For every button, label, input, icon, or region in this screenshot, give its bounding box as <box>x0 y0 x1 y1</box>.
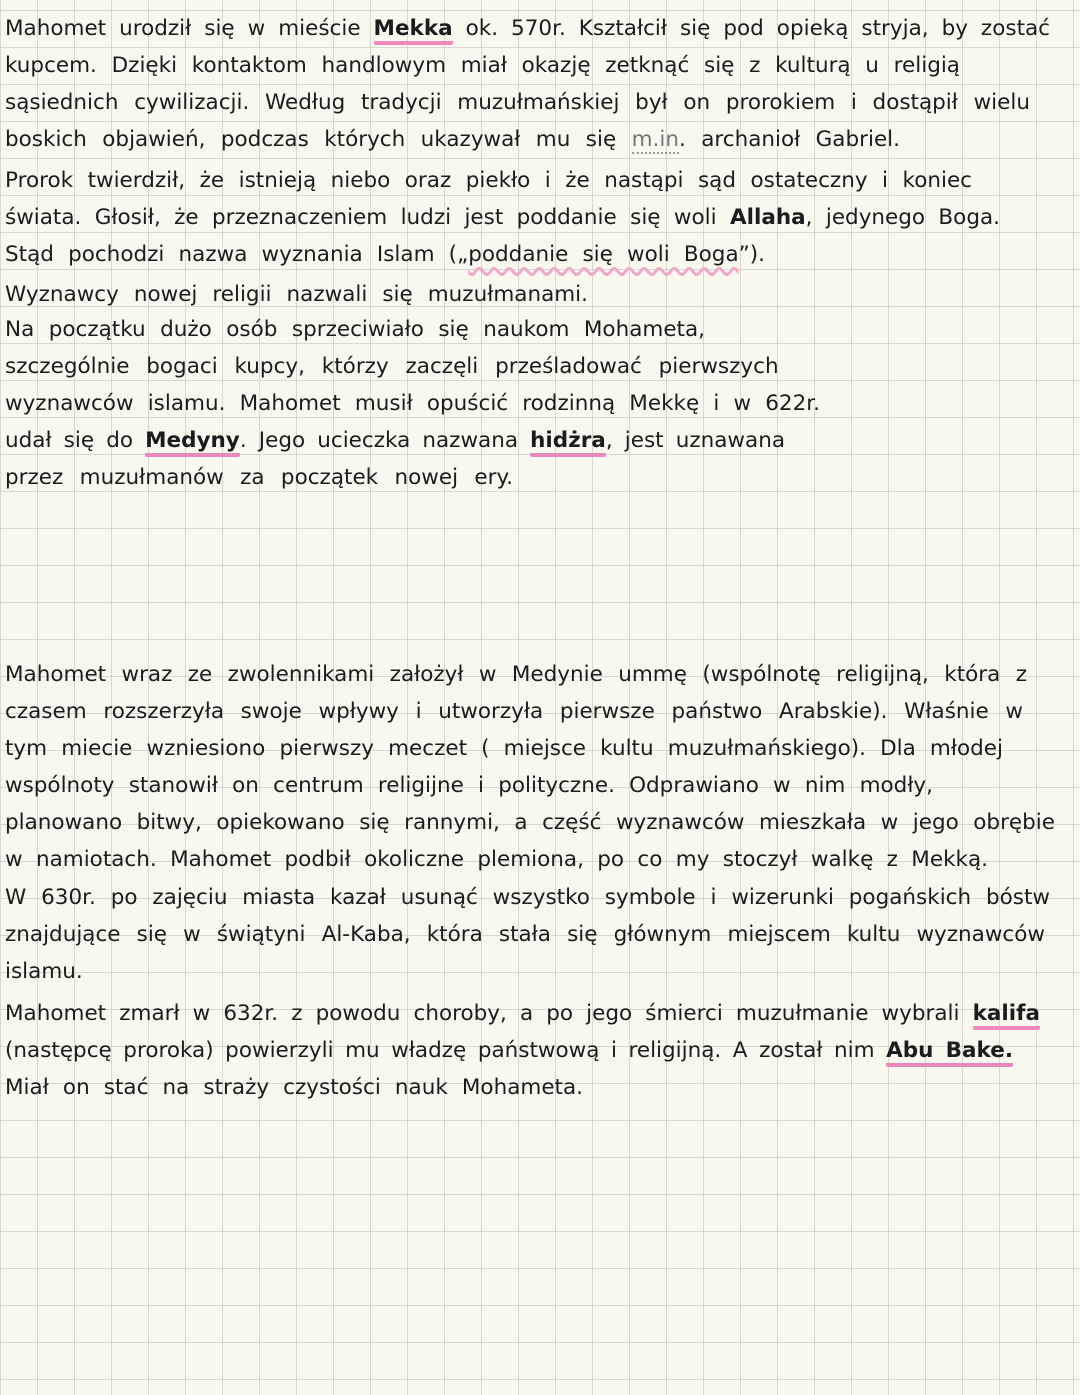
highlighted-term: kalifa <box>973 1001 1040 1030</box>
text-segment: czasem rozszerzyła swoje wpływy i utworzyła pierwsze państwo Arabskie). Właśnie w <box>5 699 1023 724</box>
text-segment: (następcę proroka) powierzyli mu władzę państwową i religijną. A został nim <box>5 1038 887 1063</box>
text-line <box>5 390 820 418</box>
text-line <box>5 698 1023 726</box>
text-line <box>5 1000 1040 1028</box>
text-line <box>5 1037 1013 1065</box>
highlighted-term: m.in <box>631 127 679 152</box>
text-segment: , jest uznawana <box>605 428 785 453</box>
text-segment: , jedynego Boga. <box>805 205 1000 230</box>
highlighted-term: Abu Bake. <box>886 1038 1013 1067</box>
text-segment: Mahomet urodził się w mieście <box>5 16 374 41</box>
text-segment: . archanioł Gabriel. <box>678 127 900 152</box>
text-segment: udał się do <box>5 428 146 453</box>
text-segment: wyznawców islamu. Mahomet musił opuścić rodzinną Mekkę i w 622r. <box>5 391 820 416</box>
text-segment: świata. Głosił, że przeznaczeniem ludzi jest poddanie się woli <box>5 205 730 230</box>
text-line <box>5 809 1055 837</box>
highlighted-term: Medyny <box>145 428 240 457</box>
text-segment: Stąd pochodzi nazwa wyznania Islam („ <box>5 242 469 267</box>
highlighted-term: hidżra <box>530 428 606 457</box>
text-line <box>5 15 1050 43</box>
highlighted-term: Allaha <box>729 205 806 230</box>
text-segment: Na początku dużo osób sprzeciwiało się naukom Mohameta, <box>5 317 705 342</box>
text-line <box>5 1074 583 1102</box>
text-segment: tym miecie wzniesiono pierwszy meczet ( miejsce kultu muzułmańskiego). Dla młodej <box>5 736 1003 761</box>
text-segment: Prorok twierdził, że istnieją niebo oraz piekło i że nastąpi sąd ostateczny i koniec <box>5 168 972 193</box>
text-segment: W 630r. po zajęciu miasta kazał usunąć wszystko symbole i wizerunki pogańskich bóstw <box>5 885 1050 910</box>
text-line <box>5 353 779 381</box>
text-line <box>5 204 1000 232</box>
highlighted-term: poddanie się woli Boga <box>468 242 739 267</box>
text-segment: boskich objawień, podczas których ukazywał mu się <box>5 127 632 152</box>
text-segment: w namiotach. Mahomet podbił okoliczne plemiona, po co my stoczył walkę z Mekką. <box>5 847 988 872</box>
text-line <box>5 884 1050 912</box>
text-segment: islamu. <box>5 959 83 984</box>
text-line <box>5 846 988 874</box>
text-line <box>5 126 900 154</box>
text-line <box>5 427 785 455</box>
text-line <box>5 735 1003 763</box>
text-segment: Miał on stać na straży czystości nauk Mohameta. <box>5 1075 583 1100</box>
text-segment: . Jego ucieczka nazwana <box>239 428 531 453</box>
text-segment: wspólnoty stanowił on centrum religijne i polityczne. Odprawiano w nim modły, <box>5 773 933 798</box>
text-line <box>5 958 83 986</box>
text-segment: ”). <box>738 242 765 267</box>
text-line <box>5 464 513 492</box>
text-line <box>5 89 1030 117</box>
text-segment: ok. 570r. Kształcił się pod opieką stryja, by zostać <box>452 16 1051 41</box>
text-line <box>5 316 705 344</box>
text-line <box>5 281 588 309</box>
text-line <box>5 241 765 269</box>
highlighted-term: Mekka <box>374 16 453 45</box>
text-segment: planowano bitwy, opiekowano się rannymi, a część wyznawców mieszkała w jego obrębie <box>5 810 1055 835</box>
text-line <box>5 921 1045 949</box>
text-segment: przez muzułmanów za początek nowej ery. <box>5 465 513 490</box>
text-segment: sąsiednich cywilizacji. Według tradycji muzułmańskiej był on prorokiem i dostąpił wielu <box>5 90 1030 115</box>
text-line <box>5 661 1027 689</box>
text-segment: szczególnie bogaci kupcy, którzy zaczęli prześladować pierwszych <box>5 354 779 379</box>
text-segment: znajdujące się w świątyni Al-Kaba, która stała się głównym miejscem kultu wyznawców <box>5 922 1045 947</box>
text-line <box>5 772 933 800</box>
text-segment: kupcem. Dzięki kontaktom handlowym miał okazję zetknąć się z kulturą u religią <box>5 53 960 78</box>
text-segment: Mahomet zmarł w 632r. z powodu choroby, a po jego śmierci muzułmanie wybrali <box>5 1001 973 1026</box>
text-segment: Wyznawcy nowej religii nazwali się muzułmanami. <box>5 282 588 307</box>
text-segment: Mahomet wraz ze zwolennikami założył w Medynie ummę (wspólnotę religijną, która z <box>5 662 1027 687</box>
text-line <box>5 167 972 195</box>
text-line <box>5 52 960 80</box>
